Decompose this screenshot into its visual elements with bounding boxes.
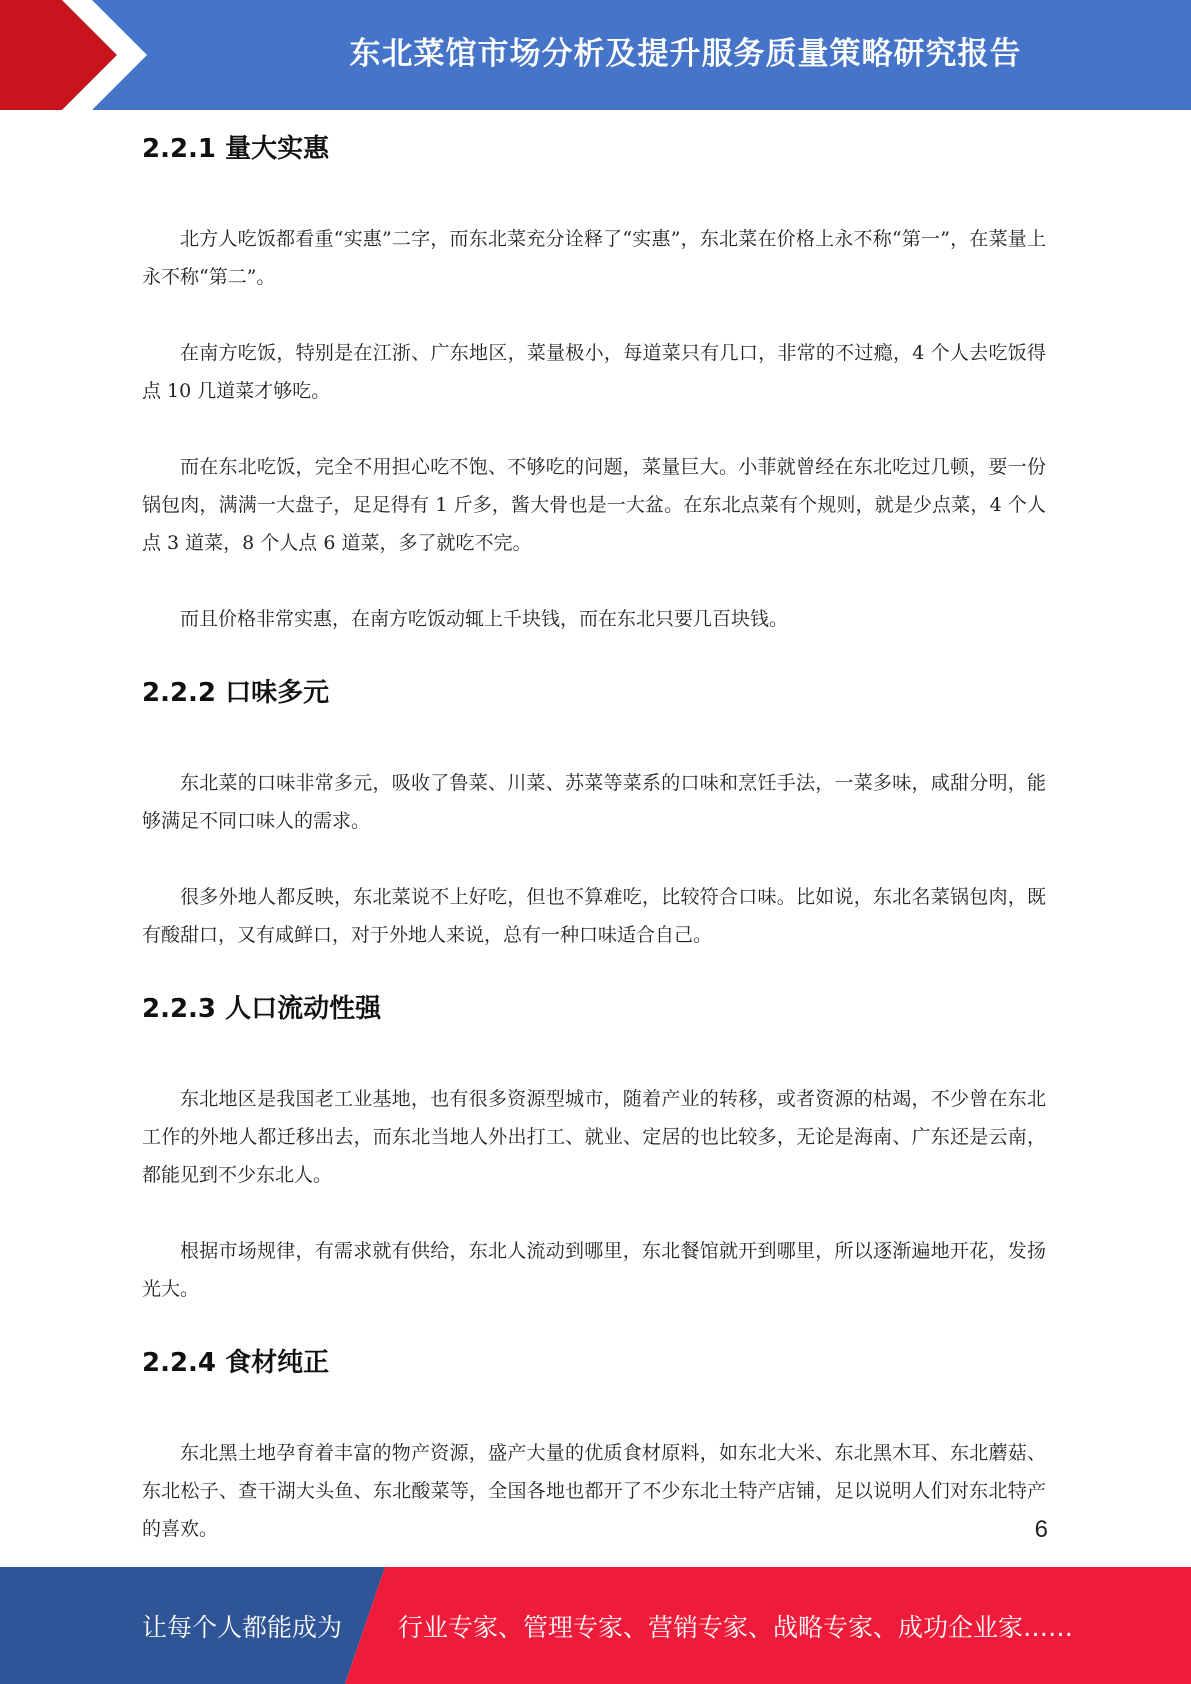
header-banner [0, 0, 1191, 110]
paragraph: 而且价格非常实惠，在南方吃饭动辄上千块钱，而在东北只要几百块钱。 [180, 608, 789, 630]
section-heading: 2.2.2 口味多元 [142, 678, 330, 708]
paragraph: 东北地区是我国老工业基地，也有很多资源型城市，随着产业的转移，或者资源的枯竭，不少曾在东北工作的外地人都迁移出去，而东北当地人外出打工、就业、定居的也比较多，无论是海南、广东还是云南，都能见到不少东北人。 [142, 1088, 1046, 1186]
section-heading: 2.2.3 人口流动性强 [142, 994, 382, 1024]
paragraph: 根据市场规律，有需求就有供给，东北人流动到哪里，东北餐馆就开到哪里，所以逐渐遍地开花，发扬光大。 [142, 1240, 1046, 1300]
report-content [142, 126, 1046, 1548]
page-number: 6 [1034, 1516, 1048, 1543]
paragraph: 北方人吃饭都看重“实惠”二字，而东北菜充分诠释了“实惠”，东北菜在价格上永不称“第一”，在菜量上永不称“第二”。 [142, 228, 1046, 288]
paragraph: 在南方吃饭，特别是在江浙、广东地区，菜量极小，每道菜只有几口，非常的不过瘾，4 个人去吃饭得点 10 几道菜才够吃。 [142, 342, 1046, 402]
footer-slogan-left: 让每个人都能成为 [142, 1612, 343, 1642]
document-title: 东北菜馆市场分析及提升服务质量策略研究报告 [349, 35, 1022, 72]
paragraph: 东北黑土地孕育着丰富的物产资源，盛产大量的优质食材原料，如东北大米、东北黑木耳、东北蘑菇、东北松子、查干湖大头鱼、东北酸菜等，全国各地也都开了不少东北土特产店铺，足以说明人们对东北特产的喜欢。 [142, 1442, 1046, 1540]
paragraph: 很多外地人都反映，东北菜说不上好吃，但也不算难吃，比较符合口味。比如说，东北名菜锅包肉，既有酸甜口，又有咸鲜口，对于外地人来说，总有一种口味适合自己。 [142, 886, 1046, 946]
paragraph: 而在东北吃饭，完全不用担心吃不饱、不够吃的问题，菜量巨大。小菲就曾经在东北吃过几顿，要一份锅包肉，满满一大盘子，足足得有 1 斤多，酱大骨也是一大盆。在东北点菜有个规则，就是少点菜，4 个人点 3 道菜，8 个人点 6 道菜，多了就吃不完。 [142, 456, 1046, 554]
section-heading: 2.2.1 量大实惠 [142, 134, 330, 164]
footer-slogan-right: 行业专家、管理专家、营销专家、战略专家、成功企业家…… [398, 1612, 1074, 1642]
footer-banner [0, 1567, 1191, 1684]
paragraph: 东北菜的口味非常多元，吸收了鲁菜、川菜、苏菜等菜系的口味和烹饪手法，一菜多味，咸甜分明，能够满足不同口味人的需求。 [142, 772, 1046, 832]
header-chevron-decoration [0, 0, 200, 110]
section-heading: 2.2.4 食材纯正 [142, 1348, 330, 1378]
